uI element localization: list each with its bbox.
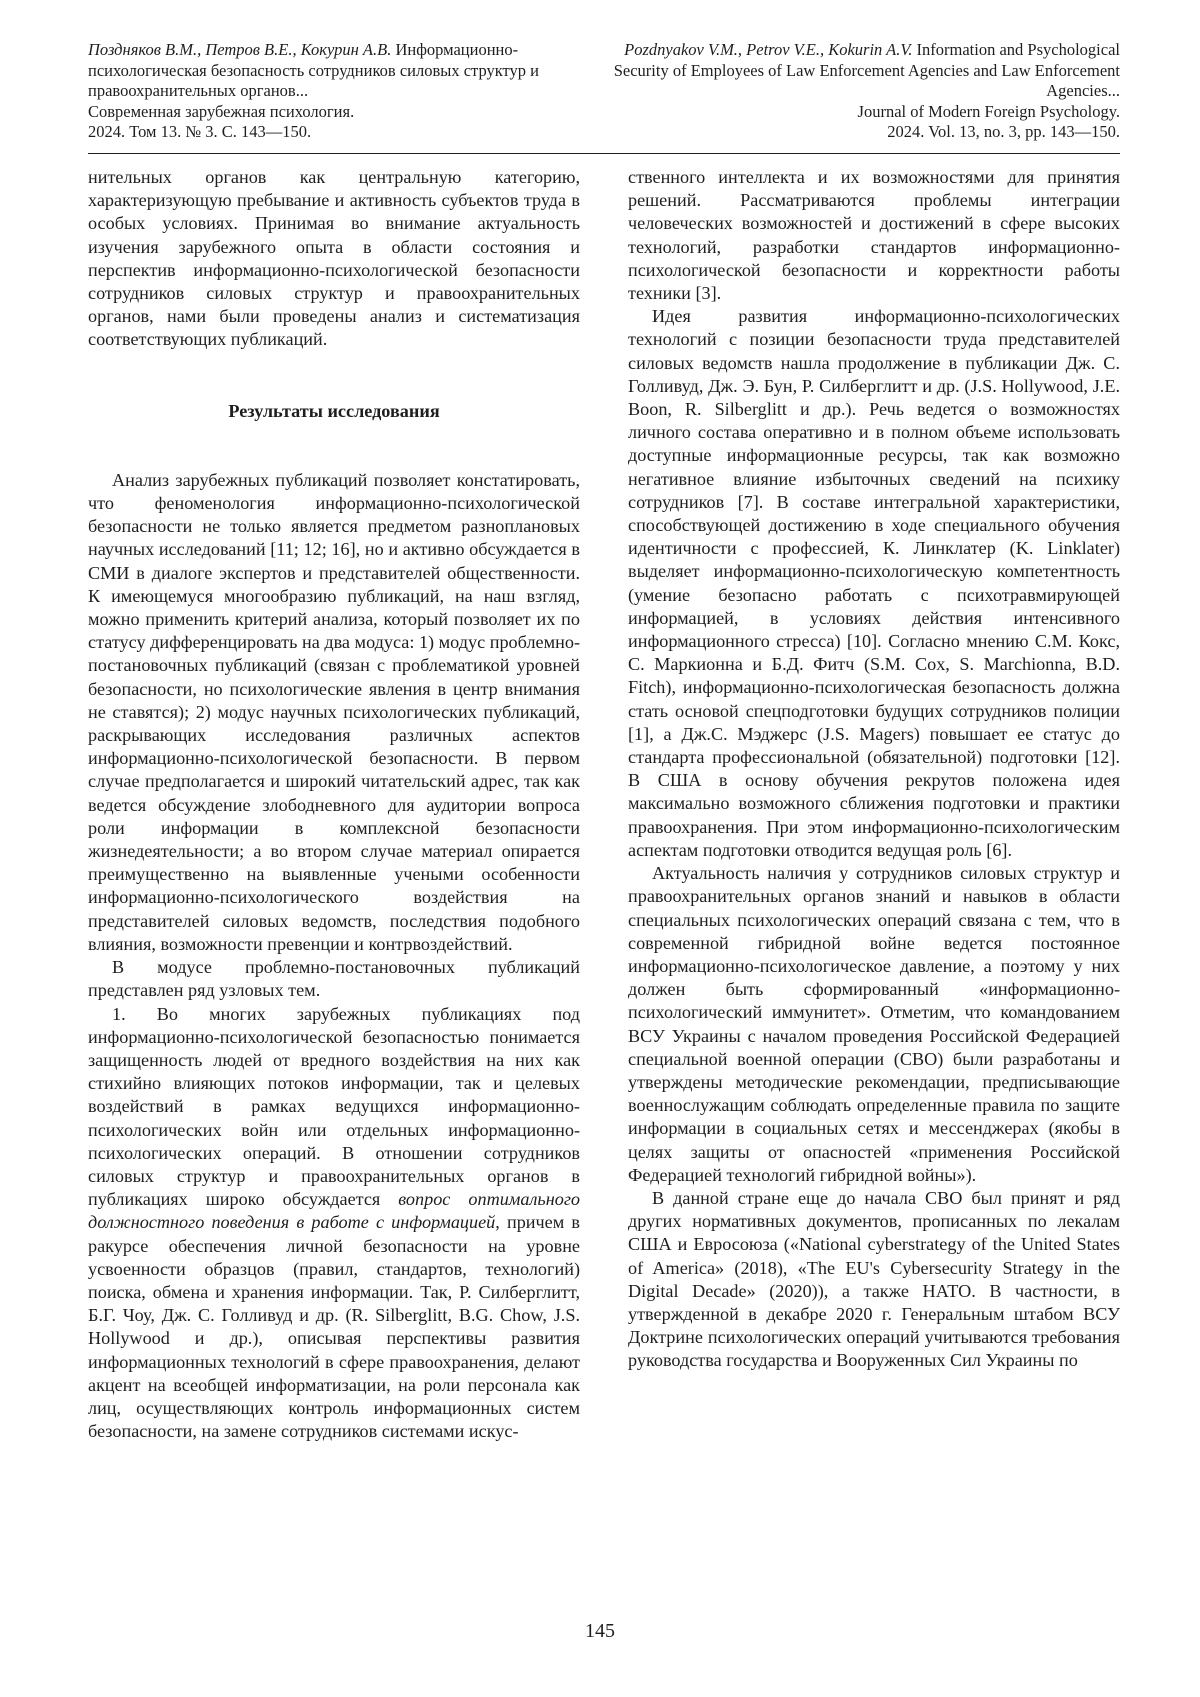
paragraph: Анализ зарубежных публикаций позволяет констатировать, что феноменология информационно-психологической безопасности не только является предметом разноплановых научных исследований [11; 12; 16], но и активно обсуждается в СМИ в диалоге экспертов и представителей общественности. К имеющемуся многообразию публикаций, на наш взгляд, можно применить критерий анализа, который позволяет их по статусу дифференцировать на два модуса: 1) модус проблемно-постановочных публикаций (связан с проблематикой уровней безопасности, но психологические явления в центр внимания не ставятся); 2) модус научных психологических публикаций, раскрывающих исследования различных аспектов информационно-психологической безопасности. В первом случае предполагается и широкий читательский адрес, так как ведется обсуждение злободневного для аудитории вопроса роли информации в комплексной безопасности жизнедеятельности; а во втором случае материал опирается преимущественно на выявленные учеными особенности информационно-психологического воздействия на представителей силовых ведомств, последствия подобного влияния, возможности превенции и контрвоздействий. — [88, 469, 580, 954]
paragraph: Актуальность наличия у сотрудников силовых структур и правоохранительных органов знаний и навыков в области специальных психологических операций связана с тем, что в современной гибридной войне ведется постоянное информационно-психологическое давление, а поэтому у них должен быть сформированный «информационно-психологический иммунитет». Отметим, что командованием ВСУ Украины с началом проведения Российской Федерацией специальной военной операции (СВО) были разработаны и утверждены методические рекомендации, предписывающие военнослужащим соблюдать определенные правила по защите информации в социальных сетях и мессенджерах (якобы в целях защиты от опасностей «применения Российской Федерацией технологий гибридной войны»). — [628, 863, 1120, 1185]
page-number: 145 — [585, 1620, 615, 1642]
paragraph — [88, 1003, 580, 1444]
header-divider — [88, 153, 1120, 154]
running-header — [88, 40, 1120, 143]
paragraph-text: 1. Во многих зарубежных публикациях под информационно-психологической безопасностью понимается защищенность людей от вредного воздействия на них как стихийно влияющих потоков информации, так и целевых воздействий в рамках ведущихся информационно-психологических войн или отдельных информационно-психологических операций. В отношении сотрудников силовых структур и правоохранительных органов в публикациях широко обсуждается — [88, 1003, 580, 1210]
header-left-authors: Поздняков В.М., Петров В.Е., Кокурин А.В. — [88, 40, 392, 59]
header-right-citation — [604, 40, 1120, 143]
header-right-issue: 2024. Vol. 13, no. 3, pp. 143—150. — [887, 122, 1120, 141]
header-left-journal: Современная зарубежная психология. — [88, 101, 355, 121]
header-left-citation — [88, 40, 604, 143]
header-right-journal: Journal of Modern Foreign Psychology. — [857, 101, 1120, 121]
emphasis-text: вопрос оптимального должностного поведения в работе с информацией — [88, 1189, 581, 1233]
section-heading: Результаты исследования — [228, 400, 440, 421]
paragraph-text: , причем в ракурсе обеспечения личной безопасности на уровне усвоенности образцов (правил, стандартов, технологий) поиска, обмена и хранения информации. Так, Р. Силберглитт, Б.Г. Чоу, Дж. С. Голливуд и др. (R. Silberglitt, B.G. Chow, J.S. Hollywood и др.), описывая перспективы развития информационных технологий в сфере правоохранения, делают акцент на всеобщей информатизации, на роли персонала как лиц, осуществляющих контроль информационных систем безопасности, на замене сотрудников системами искус- — [88, 1212, 580, 1442]
left-column — [88, 166, 580, 1443]
header-right-authors: Pozdnyakov V.M., Petrov V.E., Kokurin A.V. — [624, 40, 913, 59]
paragraph: Идея развития информационно-психологических технологий с позиции безопасности труда представителей силовых ведомств нашла продолжение в публикации Дж. С. Голливуд, Дж. Э. Бун, Р. Силберглитт и др. (J.S. Hollywood, J.E. Boon, R. Silberglitt и др.). Речь ведется о возможностях личного состава оперативно и в полном объеме использовать доступные информационные ресурсы, так как возможно негативное влияние избыточных сведений на психику сотрудников [7]. В составе интегральной характеристики, способствующей достижению в ходе специального обучения идентичности с профессией, К. Линклатер (K. Linklater) выделяет информационно-психологическую компетентность (умение безопасно работать с психотравмирующей информацией, в условиях действия интенсивного информационного стресса) [10]. Согласно мнению С.М. Кокс, С. Маркионна и Б.Д. Фитч (S.M. Cox, S. Marchionna, B.D. Fitch), информационно-психологическая безопасность должна стать основой спецподготовки будущих сотрудников полиции [1], а Дж.С. Мэджерс (J.S. Magers) повышает ее статус до стандарта профессиональной (обязательной) подготовки [12]. В США в основу обучения рекрутов положена идея максимально возможного сближения подготовки и практики правоохранения. При этом информационно-психологическим аспектам подготовки отводится ведущая роль [6]. — [628, 306, 1120, 860]
paragraph: В модусе проблемно-постановочных публикаций представлен ряд узловых тем. — [88, 957, 580, 1001]
paragraph: ственного интеллекта и их возможностями для принятия решений. Рассматриваются проблемы интеграции человеческих возможностей и достижений в сфере высоких технологий, разработки стандартов информационно-психологической безопасности и корректности работы техники [3]. — [628, 167, 1120, 304]
header-right-title: Information and Psychological Security of Employees of Law Enforcement Agencies and Law Enforcement Agencies... — [613, 40, 1120, 100]
header-left-title: Информационно-психологическая безопасность сотрудников силовых структур и правоохранительных органов... — [88, 40, 539, 100]
right-column — [628, 166, 1120, 1373]
paragraph: В данной стране еще до начала СВО был принят и ряд других нормативных документов, прописанных по лекалам США и Евросоюза («National cyberstrategy of the United States of America» (2018), «The EU's Cybersecurity Strategy in the Digital Decade» (2020)), а также НАТО. В частности, в утвержденной в декабре 2020 г. Генеральным штабом ВСУ Доктрине психологических операций учитываются требования руководства государства и Вооруженных Сил Украины по — [628, 1187, 1120, 1371]
header-left-issue: 2024. Том 13. № 3. С. 143—150. — [88, 122, 312, 141]
paragraph: нительных органов как центральную категорию, характеризующую пребывание и активность субъектов труда в особых условиях. Принимая во внимание актуальность изучения зарубежного опыта в области состояния и перспектив информационно-психологической безопасности сотрудников силовых структур и правоохранительных органов, нами были проведены анализ и систематизация соответствующих публикаций. — [88, 167, 580, 350]
